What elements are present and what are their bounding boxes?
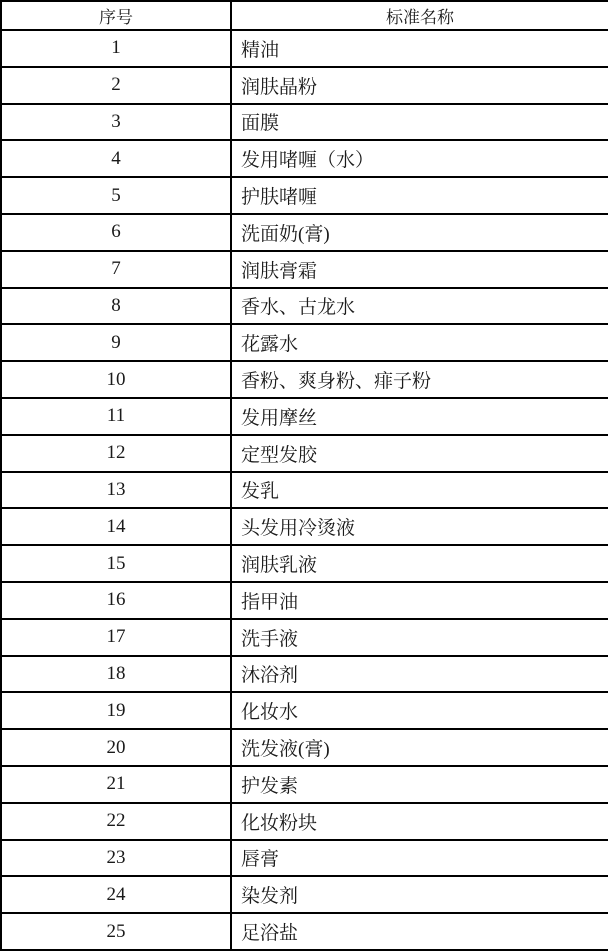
table-row	[1, 140, 608, 177]
serial-number-cell: 16	[1, 582, 231, 619]
serial-number-cell: 7	[1, 251, 231, 288]
serial-number-cell: 20	[1, 729, 231, 766]
table-row	[1, 67, 608, 104]
table-body	[1, 30, 608, 950]
standard-name-cell: 染发剂	[231, 876, 608, 913]
standard-name-cell: 足浴盐	[231, 913, 608, 950]
serial-number-cell: 24	[1, 876, 231, 913]
serial-number-cell: 18	[1, 656, 231, 693]
header-serial-number: 序号	[1, 1, 231, 30]
header-standard-name: 标准名称	[231, 1, 608, 30]
standard-name-cell: 指甲油	[231, 582, 608, 619]
table-row	[1, 288, 608, 325]
standard-name-cell: 洗发液(膏)	[231, 729, 608, 766]
serial-number-cell: 14	[1, 508, 231, 545]
serial-number-cell: 19	[1, 692, 231, 729]
standard-name-cell: 沐浴剂	[231, 656, 608, 693]
serial-number-cell: 23	[1, 840, 231, 877]
table-row	[1, 435, 608, 472]
table-row	[1, 619, 608, 656]
serial-number-cell: 5	[1, 177, 231, 214]
serial-number-cell: 13	[1, 472, 231, 509]
standard-name-cell: 发用啫喱（水）	[231, 140, 608, 177]
table-row	[1, 545, 608, 582]
table-row	[1, 104, 608, 141]
standard-name-cell: 唇膏	[231, 840, 608, 877]
table-row	[1, 729, 608, 766]
serial-number-cell: 2	[1, 67, 231, 104]
standard-name-cell: 润肤晶粉	[231, 67, 608, 104]
serial-number-cell: 22	[1, 803, 231, 840]
table-row	[1, 398, 608, 435]
standard-name-cell: 润肤乳液	[231, 545, 608, 582]
standard-name-cell: 定型发胶	[231, 435, 608, 472]
serial-number-cell: 9	[1, 324, 231, 361]
standard-name-cell: 发用摩丝	[231, 398, 608, 435]
table-row	[1, 876, 608, 913]
table-row	[1, 472, 608, 509]
table-row	[1, 803, 608, 840]
table-row	[1, 324, 608, 361]
table-row	[1, 840, 608, 877]
standard-name-cell: 洗手液	[231, 619, 608, 656]
serial-number-cell: 17	[1, 619, 231, 656]
standard-name-cell: 洗面奶(膏)	[231, 214, 608, 251]
standard-name-cell: 精油	[231, 30, 608, 67]
table-row	[1, 251, 608, 288]
serial-number-cell: 6	[1, 214, 231, 251]
serial-number-cell: 10	[1, 361, 231, 398]
table-row	[1, 656, 608, 693]
table-row	[1, 361, 608, 398]
table-row	[1, 508, 608, 545]
serial-number-cell: 1	[1, 30, 231, 67]
table-row	[1, 177, 608, 214]
standard-name-cell: 护发素	[231, 766, 608, 803]
serial-number-cell: 12	[1, 435, 231, 472]
table-row	[1, 214, 608, 251]
table-row	[1, 582, 608, 619]
standard-name-cell: 润肤膏霜	[231, 251, 608, 288]
standard-name-cell: 花露水	[231, 324, 608, 361]
standard-name-cell: 化妆粉块	[231, 803, 608, 840]
header-row	[1, 1, 608, 30]
serial-number-cell: 4	[1, 140, 231, 177]
serial-number-cell: 8	[1, 288, 231, 325]
serial-number-cell: 21	[1, 766, 231, 803]
standard-name-cell: 香粉、爽身粉、痱子粉	[231, 361, 608, 398]
standard-name-cell: 发乳	[231, 472, 608, 509]
table-row	[1, 692, 608, 729]
standard-name-cell: 护肤啫喱	[231, 177, 608, 214]
serial-number-cell: 11	[1, 398, 231, 435]
standard-name-cell: 面膜	[231, 104, 608, 141]
table-row	[1, 766, 608, 803]
standard-name-cell: 头发用冷烫液	[231, 508, 608, 545]
serial-number-cell: 25	[1, 913, 231, 950]
table-row	[1, 30, 608, 67]
serial-number-cell: 15	[1, 545, 231, 582]
standard-name-cell: 香水、古龙水	[231, 288, 608, 325]
serial-number-cell: 3	[1, 104, 231, 141]
standard-name-cell: 化妆水	[231, 692, 608, 729]
table-row	[1, 913, 608, 950]
